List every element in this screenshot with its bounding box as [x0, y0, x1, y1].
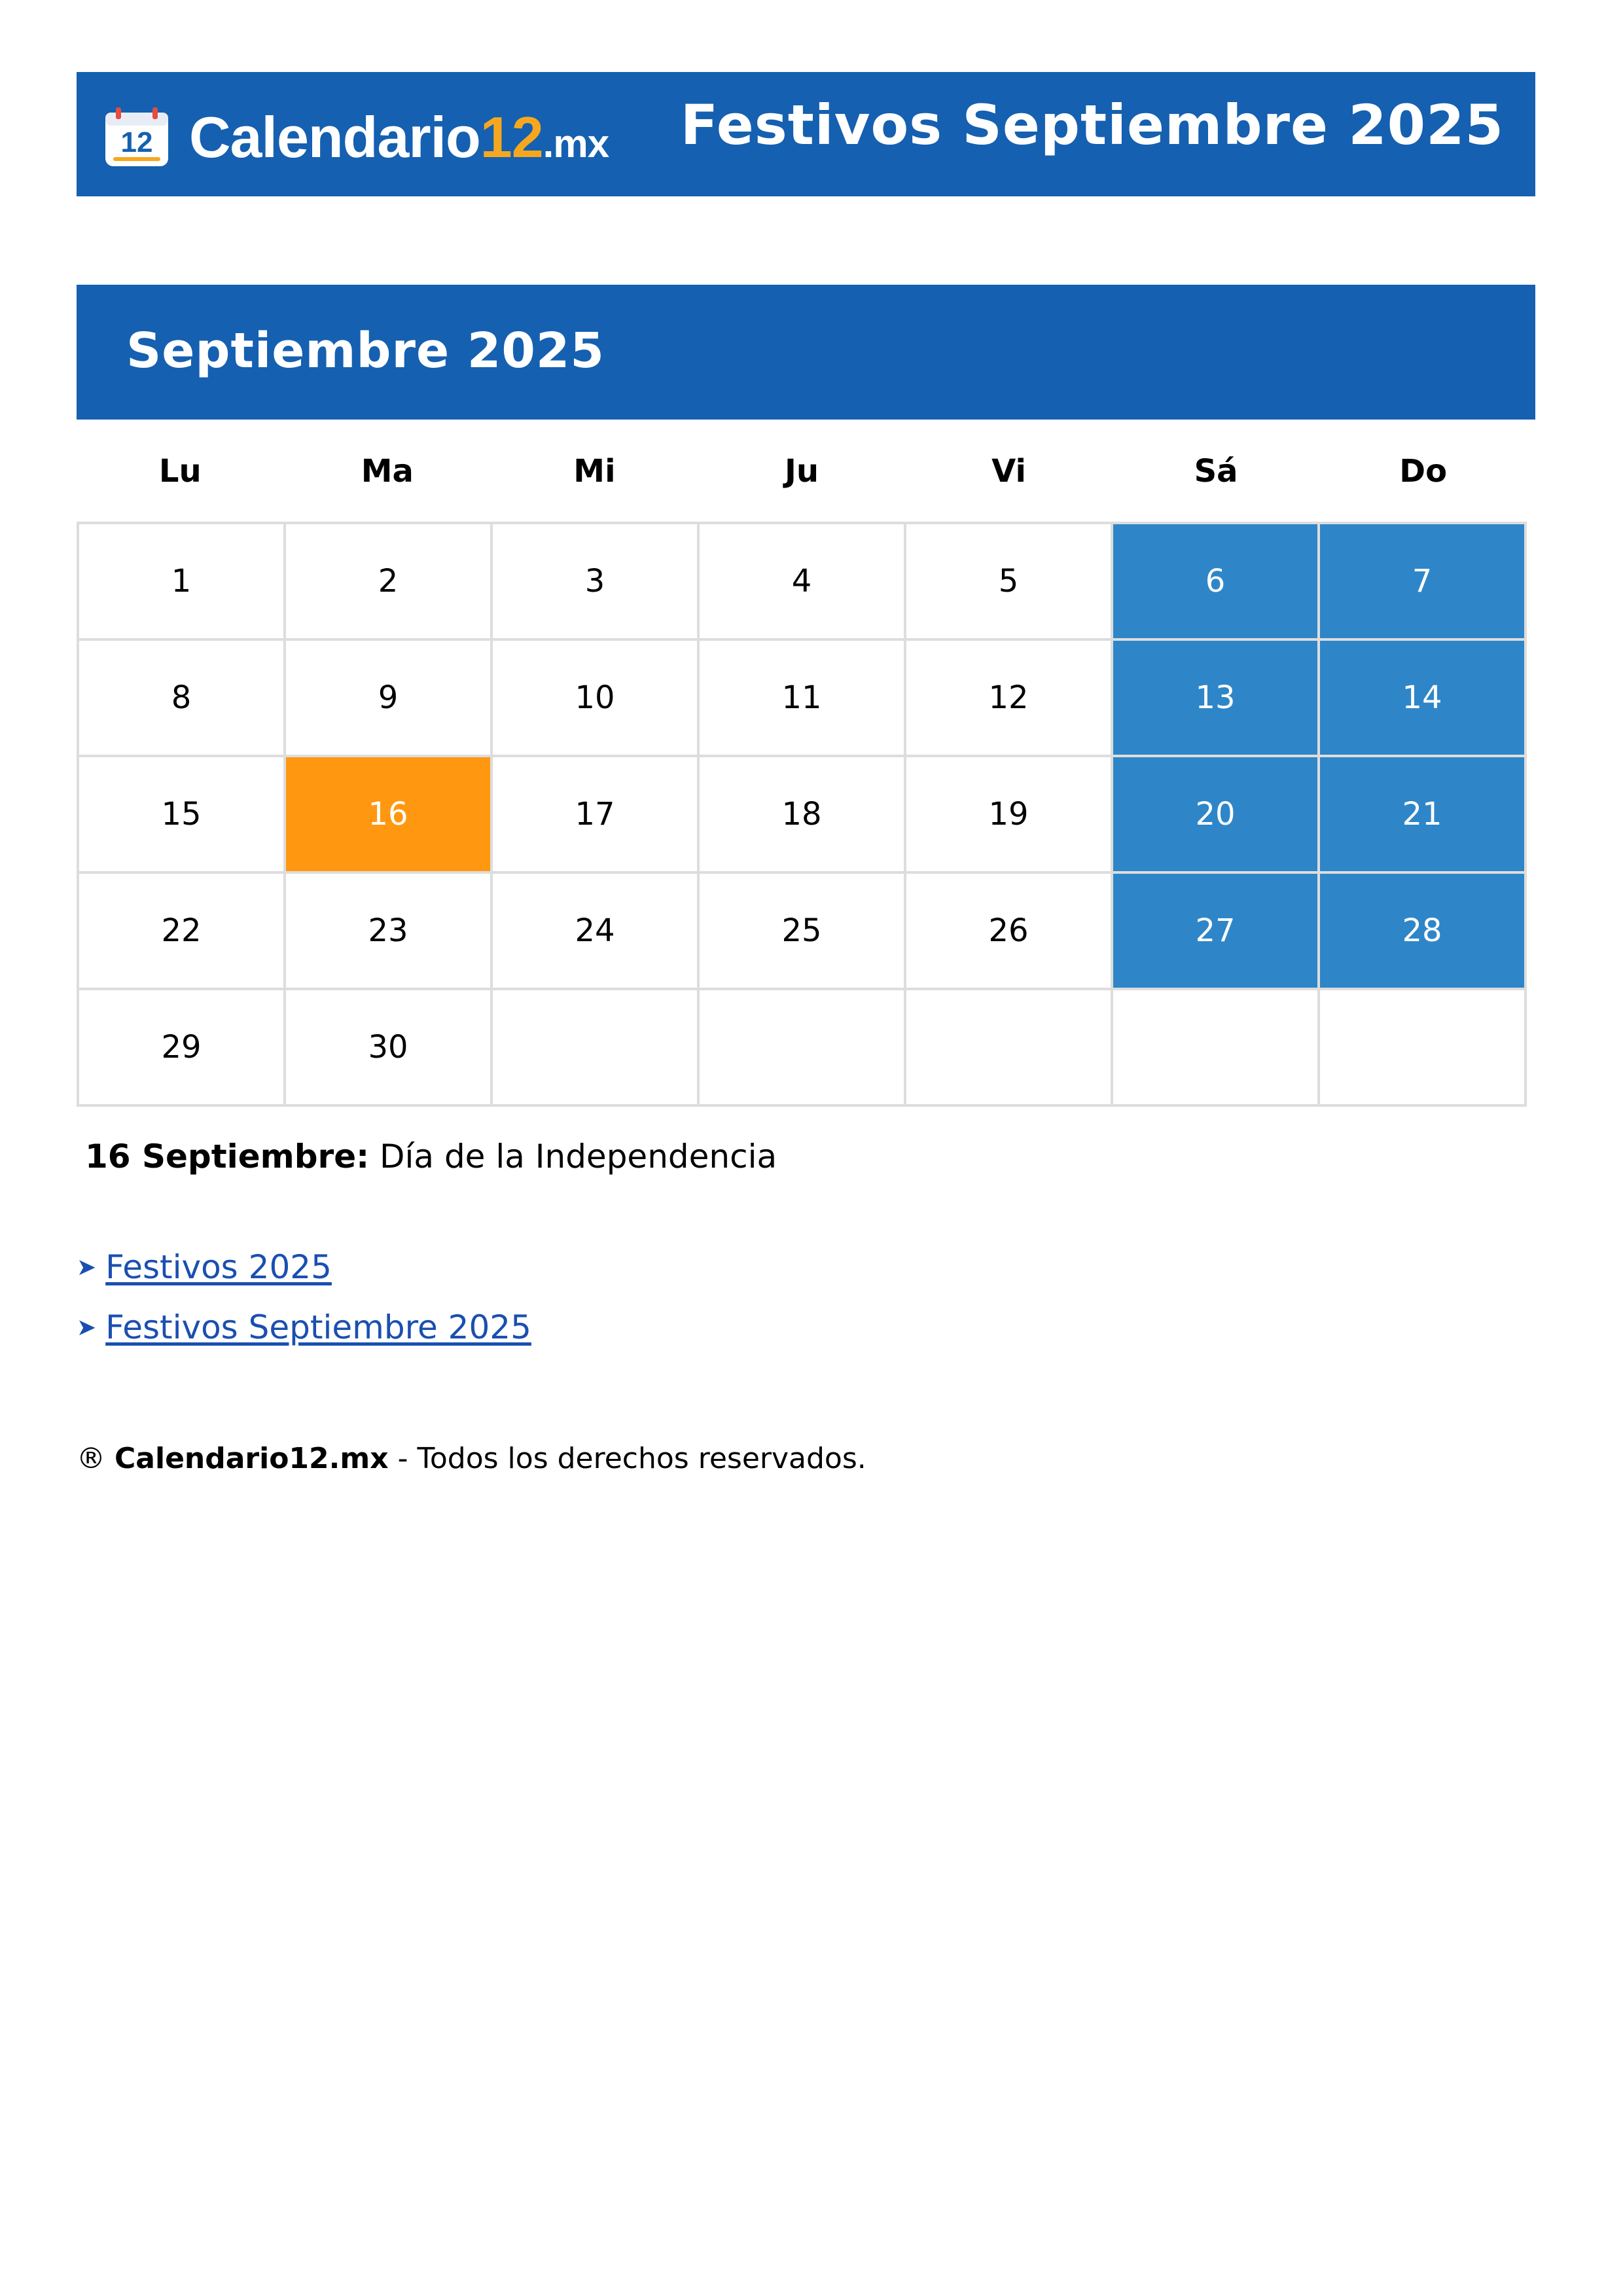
- weekday-label: Ma: [361, 453, 414, 490]
- day-cell[interactable]: 10: [493, 641, 700, 757]
- empty-day-cell: [906, 990, 1113, 1107]
- holiday-name: Día de la Independencia: [380, 1138, 777, 1175]
- calendar-grid: [77, 522, 1527, 1107]
- day-cell[interactable]: 18: [700, 757, 906, 874]
- day-cell[interactable]: 13: [1113, 641, 1320, 757]
- link-festivos-2025[interactable]: Festivos 2025: [105, 1248, 332, 1286]
- month-title: Septiembre 2025: [126, 323, 605, 379]
- day-cell[interactable]: 7: [1320, 524, 1527, 641]
- logo-wordmark: [189, 105, 609, 170]
- footer: [77, 1442, 866, 1475]
- day-cell[interactable]: 5: [906, 524, 1113, 641]
- link-festivos-septiembre-2025[interactable]: Festivos Septiembre 2025: [105, 1308, 531, 1346]
- empty-day-cell: [493, 990, 700, 1107]
- holiday-date: 16 Septiembre:: [85, 1138, 370, 1175]
- logo-number: 12: [480, 105, 543, 170]
- empty-day-cell: [1113, 990, 1320, 1107]
- logo-tld: .mx: [543, 122, 609, 166]
- day-cell[interactable]: 30: [286, 990, 493, 1107]
- day-cell[interactable]: 11: [700, 641, 906, 757]
- day-cell[interactable]: 24: [493, 874, 700, 990]
- day-cell[interactable]: 14: [1320, 641, 1527, 757]
- site-logo[interactable]: [103, 105, 609, 170]
- day-cell[interactable]: 25: [700, 874, 906, 990]
- weekday-label: Do: [1399, 453, 1448, 490]
- day-cell[interactable]: 6: [1113, 524, 1320, 641]
- empty-day-cell: [700, 990, 906, 1107]
- day-cell[interactable]: 20: [1113, 757, 1320, 874]
- holiday-day-cell[interactable]: 16: [286, 757, 493, 874]
- day-cell[interactable]: 15: [79, 757, 286, 874]
- day-cell[interactable]: 4: [700, 524, 906, 641]
- related-links: [77, 1237, 531, 1357]
- logo-word: Calendario: [189, 105, 480, 170]
- day-cell[interactable]: 28: [1320, 874, 1527, 990]
- holiday-note: [85, 1138, 777, 1175]
- link-row: [77, 1237, 531, 1297]
- day-cell[interactable]: 23: [286, 874, 493, 990]
- weekday-label: Vi: [991, 453, 1026, 490]
- day-cell[interactable]: 8: [79, 641, 286, 757]
- day-cell[interactable]: 29: [79, 990, 286, 1107]
- arrow-icon: ➤: [77, 1253, 97, 1281]
- weekday-header-row: [77, 445, 1527, 497]
- weekday-label: Mi: [573, 453, 616, 490]
- day-cell[interactable]: 3: [493, 524, 700, 641]
- calendar-icon: [103, 106, 171, 169]
- weekday-label: Sá: [1194, 453, 1238, 490]
- day-cell[interactable]: 21: [1320, 757, 1527, 874]
- day-cell[interactable]: 2: [286, 524, 493, 641]
- footer-text: - Todos los derechos reservados.: [397, 1442, 866, 1475]
- arrow-icon: ➤: [77, 1314, 97, 1341]
- day-cell[interactable]: 12: [906, 641, 1113, 757]
- logo-icon-label: 12: [120, 126, 153, 158]
- day-cell[interactable]: 9: [286, 641, 493, 757]
- page-title: Festivos Septiembre 2025: [680, 93, 1504, 157]
- weekday-label: Ju: [784, 453, 819, 490]
- footer-brand: Calendario12.mx: [115, 1442, 389, 1475]
- day-cell[interactable]: 27: [1113, 874, 1320, 990]
- day-cell[interactable]: 19: [906, 757, 1113, 874]
- day-cell[interactable]: 22: [79, 874, 286, 990]
- empty-day-cell: [1320, 990, 1527, 1107]
- day-cell[interactable]: 26: [906, 874, 1113, 990]
- link-row: [77, 1297, 531, 1357]
- month-header: [77, 285, 1535, 420]
- registered-symbol: ®: [77, 1442, 105, 1475]
- header-banner: [77, 72, 1535, 196]
- weekday-label: Lu: [158, 453, 202, 490]
- day-cell[interactable]: 17: [493, 757, 700, 874]
- day-cell[interactable]: 1: [79, 524, 286, 641]
